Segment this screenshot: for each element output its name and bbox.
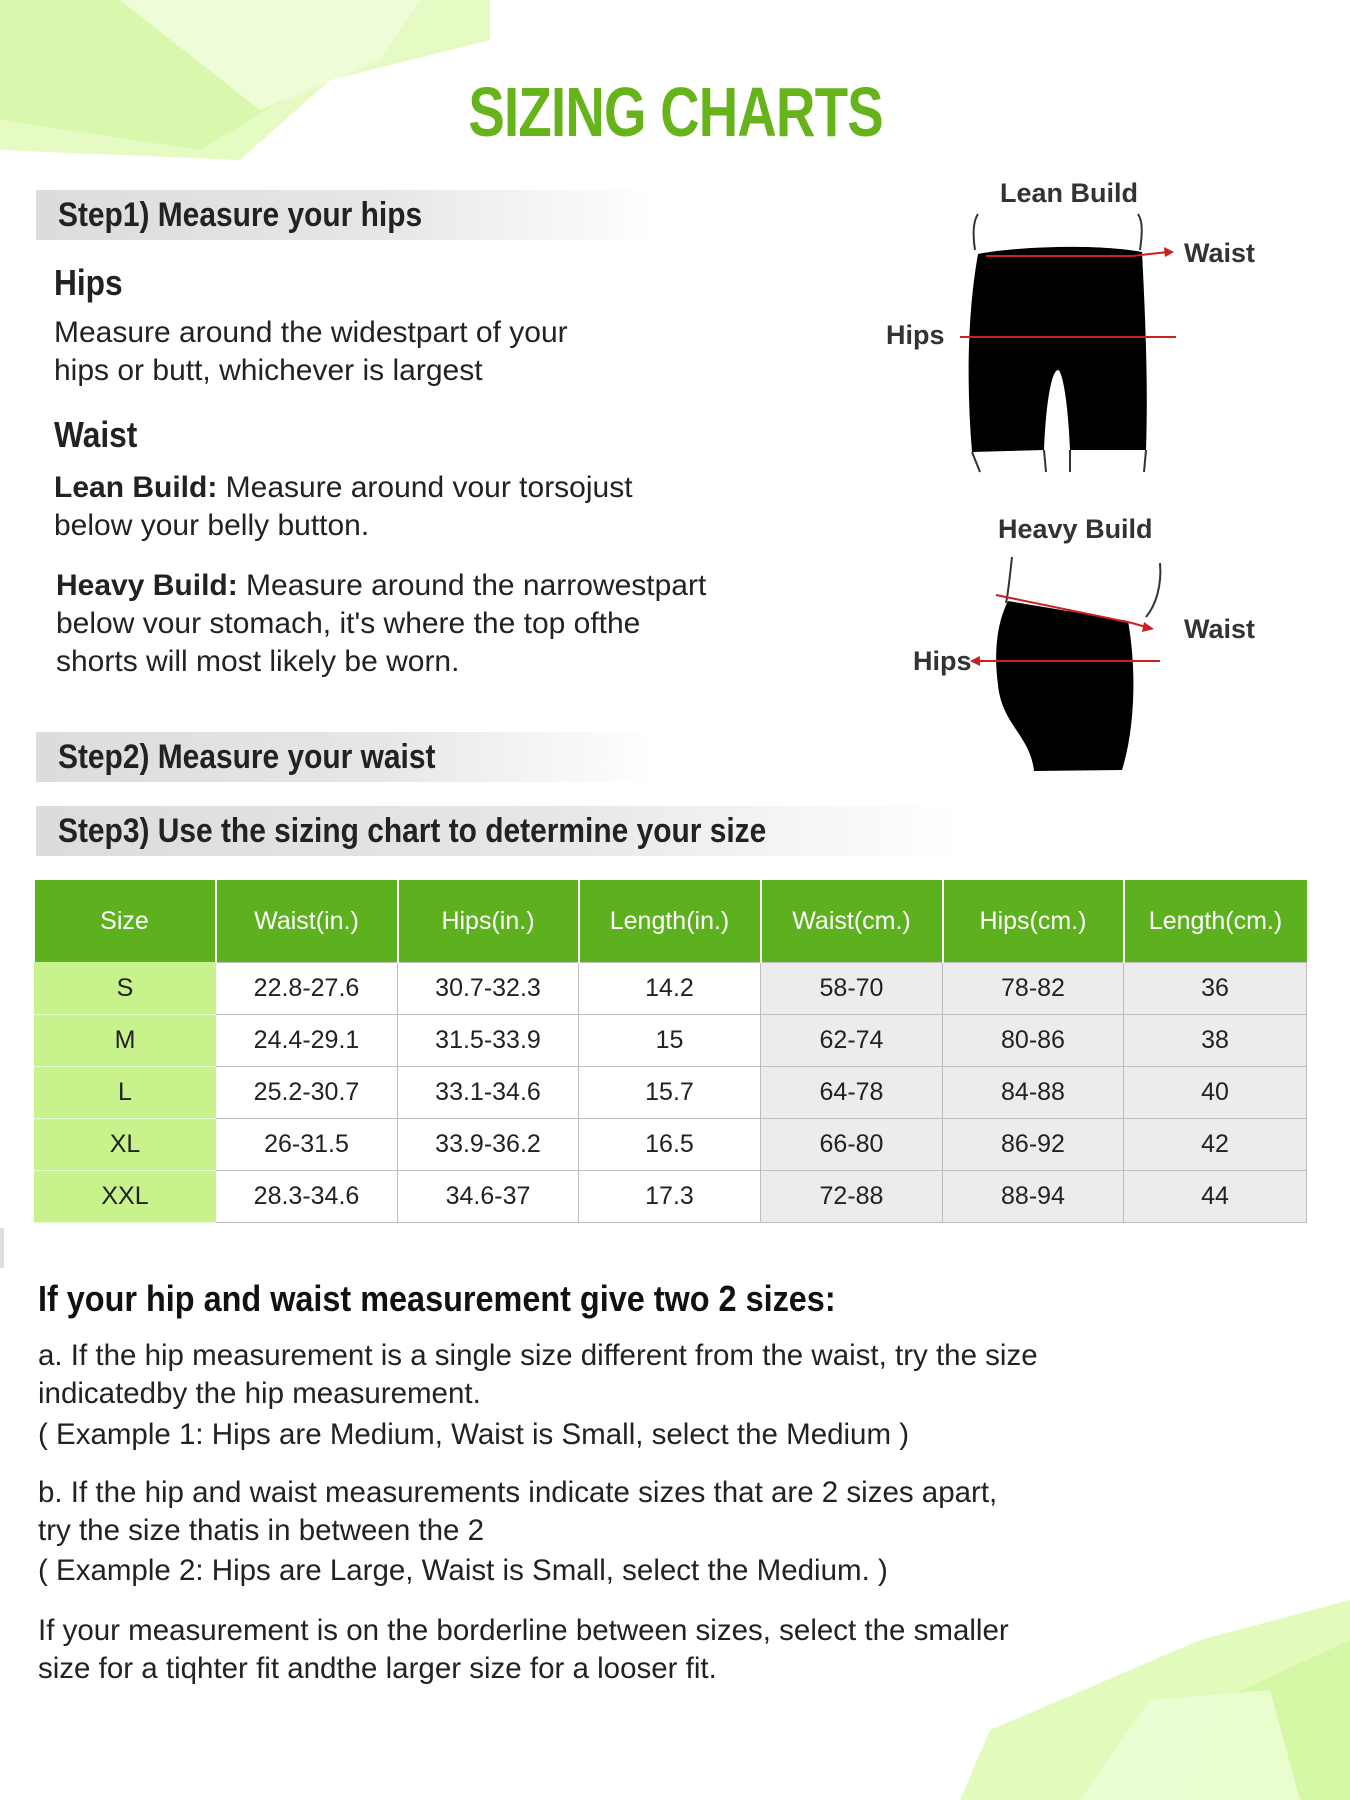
table-cell: 14.2 [579,963,761,1015]
guidance-c-line-2: size for a tiqhter fit andthe larger size for a looser fit. [38,1652,717,1685]
heavy-build-line-3: shorts will most likely be worn. [56,645,460,678]
lean-build-shorts-illustration [960,210,1190,480]
table-cell: 30.7-32.3 [398,963,579,1015]
table-cell: 36 [1124,963,1307,1015]
guidance-b-line-2: try the size thatis in between the 2 [38,1514,485,1547]
column-header: Hips(in.) [398,880,579,963]
step2-banner [36,732,656,782]
column-header: Hips(cm.) [943,880,1124,963]
step3-banner [36,806,956,856]
step1-banner [36,190,656,240]
table-cell: 17.3 [579,1171,761,1223]
page-title: SIZING CHARTS [468,73,883,151]
table-cell: 88-94 [943,1171,1124,1223]
table-cell: 26-31.5 [216,1119,398,1171]
table-cell: 62-74 [761,1015,943,1067]
column-header: Waist(in.) [216,880,398,963]
column-header: Waist(cm.) [761,880,943,963]
heavy-build-line-2: below vour stomach, it's where the top ofthe [56,607,641,640]
size-chart-table [34,880,1307,1223]
lean-build-text: Measure around vour torsojust [217,471,633,504]
table-cell: 72-88 [761,1171,943,1223]
lean-build-line-1 [54,469,633,507]
heavy-build-waist-label: Waist [1184,614,1256,644]
table-cell: 16.5 [579,1119,761,1171]
guidance-a-line-1: a. If the hip measurement is a single size different from the waist, try the size [38,1339,1038,1372]
table-cell: 22.8-27.6 [216,963,398,1015]
table-cell: 15.7 [579,1067,761,1119]
guidance-c-line-1: If your measurement is on the borderline between sizes, select the smaller [38,1614,1009,1647]
table-header-row [35,880,1307,963]
column-header: Length(cm.) [1124,880,1307,963]
heavy-build-line-1 [56,567,706,605]
size-cell: XL [35,1119,216,1171]
lean-build-line-2: below your belly button. [54,509,370,542]
guidance-a-example: ( Example 1: Hips are Medium, Waist is Small, select the Medium ) [38,1418,910,1451]
size-cell: S [35,963,216,1015]
table-cell: 28.3-34.6 [216,1171,398,1223]
table-cell: 42 [1124,1119,1307,1171]
table-cell: 78-82 [943,963,1124,1015]
table-row [35,963,1307,1015]
heavy-build-figure-title: Heavy Build [998,514,1153,544]
guidance-heading: If your hip and waist measurement give two 2 sizes: [38,1278,836,1319]
hips-line-1: Measure around the widestpart of your [54,316,568,349]
table-row [35,1171,1307,1223]
table-row [35,1119,1307,1171]
hips-heading: Hips [54,262,123,303]
lean-build-hips-label: Hips [886,320,945,350]
size-cell: XXL [35,1171,216,1223]
table-cell: 33.1-34.6 [398,1067,579,1119]
lean-build-waist-label: Waist [1184,238,1256,268]
table-cell: 31.5-33.9 [398,1015,579,1067]
table-cell: 24.4-29.1 [216,1015,398,1067]
table-cell: 64-78 [761,1067,943,1119]
table-cell: 34.6-37 [398,1171,579,1223]
column-header: Length(in.) [579,880,761,963]
table-cell: 15 [579,1015,761,1067]
table-cell: 84-88 [943,1067,1124,1119]
table-cell: 58-70 [761,963,943,1015]
table-cell: 33.9-36.2 [398,1119,579,1171]
table-row [35,1067,1307,1119]
step3-label: Step3) Use the sizing chart to determine your size [58,812,767,850]
step1-label: Step1) Measure your hips [58,196,423,234]
table-cell: 80-86 [943,1015,1124,1067]
table-cell: 66-80 [761,1119,943,1171]
guidance-b-line-1: b. If the hip and waist measurements indicate sizes that are 2 sizes apart, [38,1476,998,1509]
heavy-build-hips-label: Hips [913,646,972,676]
table-row [35,1015,1307,1067]
size-cell: L [35,1067,216,1119]
table-cell: 44 [1124,1171,1307,1223]
table-cell: 25.2-30.7 [216,1067,398,1119]
heavy-build-text: Measure around the narrowestpart [237,569,707,602]
lean-build-figure-title: Lean Build [1000,178,1139,208]
step2-label: Step2) Measure your waist [58,738,436,776]
table-cell: 38 [1124,1015,1307,1067]
size-cell: M [35,1015,216,1067]
guidance-a-line-2: indicatedby the hip measurement. [38,1377,481,1410]
heavy-build-label: Heavy Build: [56,569,238,602]
heavy-build-shorts-illustration [950,555,1170,795]
table-cell: 86-92 [943,1119,1124,1171]
hips-line-2: hips or butt, whichever is largest [54,354,483,387]
guidance-b-example: ( Example 2: Hips are Large, Waist is Small, select the Medium. ) [38,1554,888,1587]
column-header: Size [35,880,216,963]
table-cell: 40 [1124,1067,1307,1119]
waist-heading: Waist [54,414,138,455]
lean-build-label: Lean Build: [54,471,218,504]
